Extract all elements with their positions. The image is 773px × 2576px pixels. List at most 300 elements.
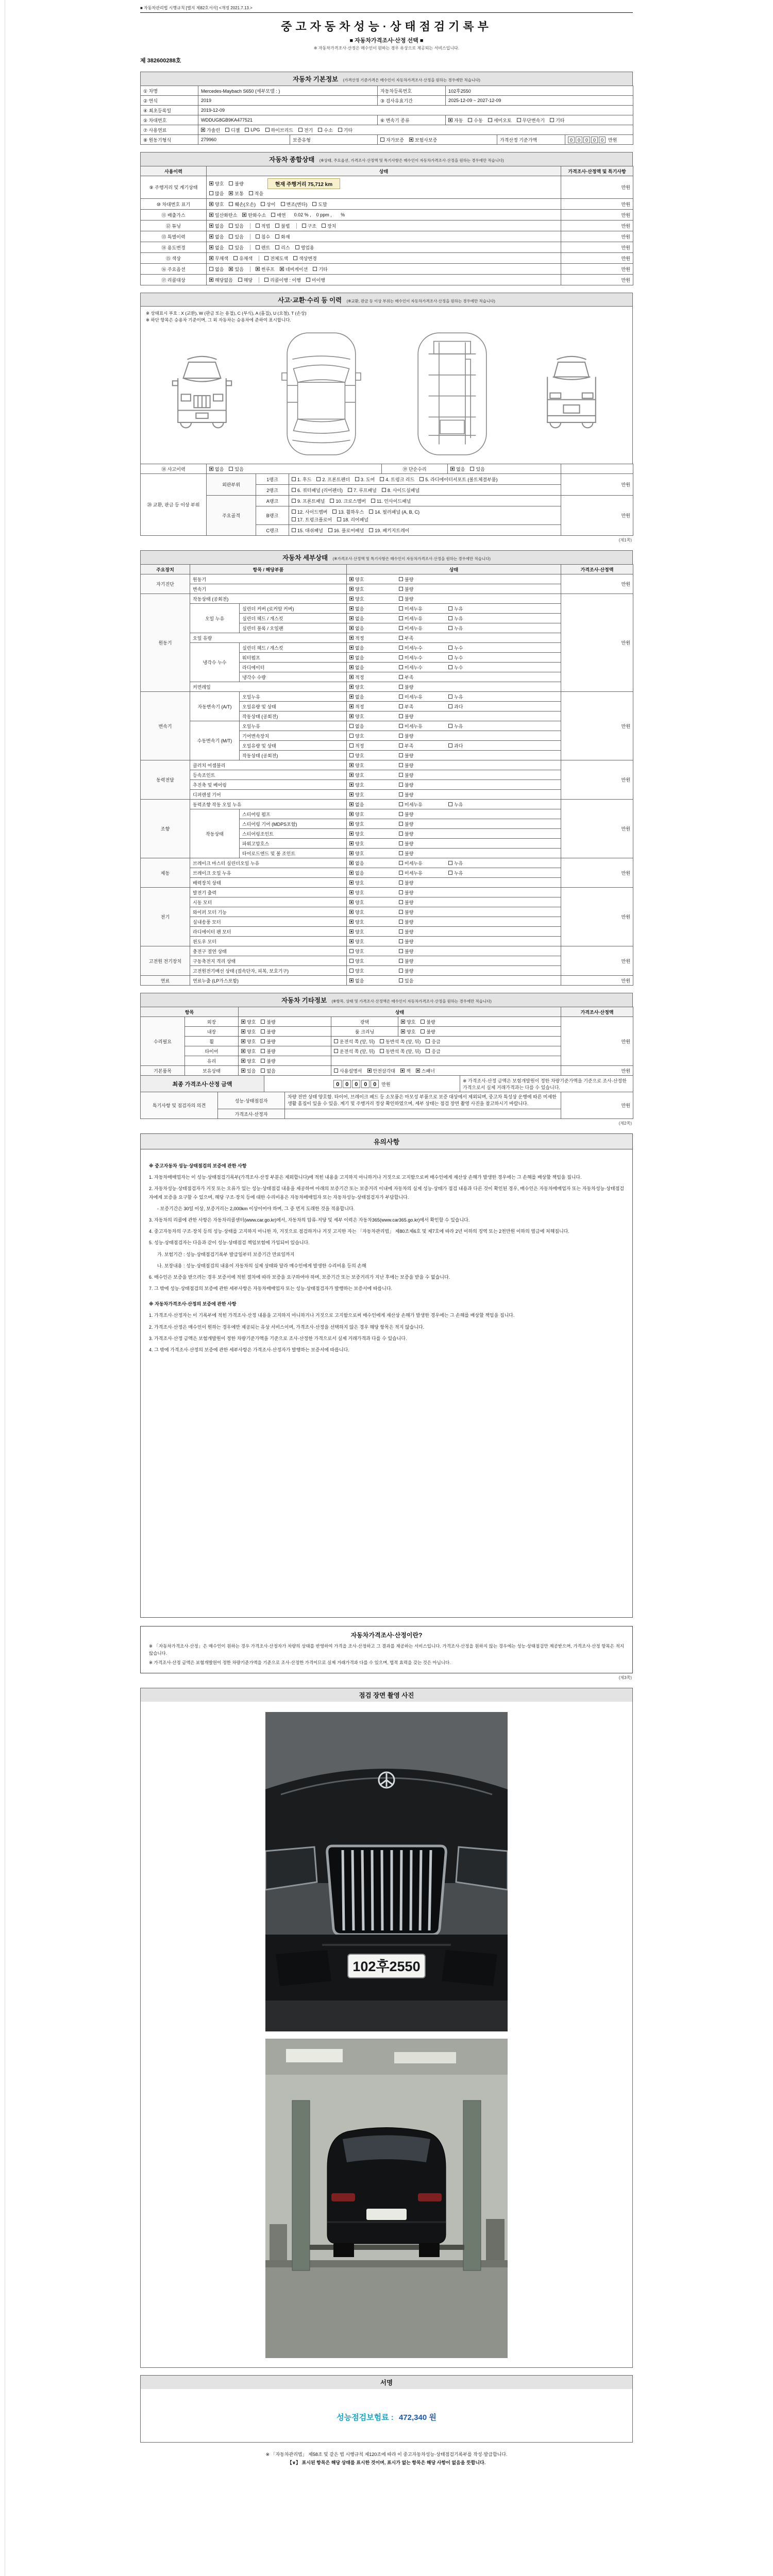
checkbox-item[interactable] — [312, 201, 327, 208]
checkbox-item[interactable] — [209, 266, 224, 273]
notice-item: 1. 가격조사·산정자는 이 기록부에 적힌 가격조사·산정 내용을 고지하지 아니하거나 거짓으로 고지함으로써 매수인에게 재산상 손해가 발생한 경우에는 그 손해를 배상할 책임을 집니다. — [149, 1313, 515, 1318]
checkbox-item[interactable] — [399, 840, 448, 847]
checkbox-label: 양호 — [355, 753, 364, 758]
checkbox-item[interactable] — [209, 212, 237, 218]
checkbox-item[interactable] — [256, 244, 270, 251]
checkbox-item[interactable] — [209, 255, 228, 262]
checkbox-item[interactable] — [349, 605, 399, 612]
checkbox-item[interactable] — [349, 811, 399, 818]
checkbox-item[interactable] — [261, 201, 275, 208]
checkbox-item[interactable] — [241, 1019, 256, 1025]
checkbox-unchecked-icon — [399, 675, 403, 679]
checkbox-item[interactable] — [399, 928, 448, 935]
item-name: 스티어링 펌프 — [240, 809, 347, 819]
checkbox-item[interactable] — [399, 635, 448, 641]
checkbox-item[interactable] — [448, 625, 498, 632]
checkbox-item[interactable] — [265, 127, 293, 133]
checkbox-item[interactable] — [316, 476, 349, 483]
checkbox-item[interactable] — [448, 801, 498, 808]
checkbox-item[interactable] — [399, 742, 448, 749]
checkbox-item[interactable] — [271, 212, 285, 218]
checkbox-item[interactable] — [448, 615, 498, 622]
checkbox-item[interactable] — [229, 201, 256, 208]
checkbox-label: 양호 — [355, 968, 364, 974]
checkbox-item[interactable] — [349, 899, 399, 906]
checkbox-item[interactable] — [349, 645, 399, 651]
checkbox-item[interactable] — [256, 233, 270, 240]
detail-row — [141, 937, 633, 946]
checkbox-unchecked-icon — [256, 234, 260, 239]
checkbox-item[interactable] — [409, 137, 437, 143]
usage-history-label: ⑬ 특별이력 — [141, 231, 207, 242]
checkbox-item[interactable] — [399, 723, 448, 730]
checkbox-item[interactable] — [337, 516, 368, 523]
checkbox-item[interactable] — [399, 831, 448, 837]
checkbox-item[interactable] — [349, 958, 399, 964]
checkbox-item[interactable] — [275, 244, 290, 251]
checkbox-label: 불량 — [405, 684, 414, 690]
checkbox-checked-icon — [349, 822, 354, 826]
checkbox-item[interactable] — [399, 889, 448, 896]
checkbox-item[interactable] — [332, 509, 364, 515]
checkbox-item[interactable] — [349, 752, 399, 759]
detail-row — [141, 721, 633, 731]
checkbox-item[interactable] — [450, 466, 465, 472]
checkbox-item[interactable] — [264, 255, 288, 262]
checkbox-checked-icon — [349, 763, 354, 767]
checkbox-item[interactable] — [349, 928, 399, 935]
checkbox-item[interactable] — [238, 277, 253, 283]
checkbox-item[interactable] — [369, 527, 409, 534]
checkbox-item[interactable] — [349, 840, 399, 847]
checkbox-unchecked-icon — [238, 278, 242, 282]
checkbox-item[interactable] — [399, 605, 448, 612]
checkbox-item[interactable] — [292, 487, 343, 494]
checkbox-group — [209, 233, 249, 240]
checkbox-label: 14. 필러패널 (A, B, C) — [375, 509, 420, 515]
checkbox-unchecked-icon — [265, 128, 270, 132]
checkbox-item[interactable] — [349, 625, 399, 632]
checkbox-item[interactable] — [261, 1058, 275, 1064]
checkbox-item[interactable] — [349, 635, 399, 641]
checkbox-unchecked-icon — [355, 477, 359, 481]
checkbox-group — [349, 909, 448, 916]
checkbox-label: 불량 — [426, 1019, 435, 1025]
item-name: 워터펌프 — [240, 653, 347, 663]
checkbox-item[interactable] — [229, 233, 243, 240]
price-cell: 만원 — [561, 231, 633, 242]
checkbox-group — [349, 801, 498, 808]
checkbox-item[interactable] — [399, 615, 448, 622]
checkbox-item[interactable] — [261, 1028, 275, 1035]
checkbox-item[interactable] — [349, 762, 399, 769]
checkbox-item[interactable] — [349, 596, 399, 602]
checkbox-item[interactable] — [399, 919, 448, 925]
checkbox-item[interactable] — [448, 723, 498, 730]
checkbox-item[interactable] — [292, 516, 332, 523]
checkbox-item[interactable] — [349, 674, 399, 681]
form-reference-note: ■ 자동차관리법 시행규칙 [별지 제82호서식] <개정 2021.7.13.> — [140, 6, 253, 10]
checkbox-item[interactable] — [448, 605, 498, 612]
checkbox-item[interactable] — [229, 180, 243, 187]
checkbox-item[interactable] — [399, 938, 448, 945]
checkbox-item[interactable] — [399, 909, 448, 916]
checkbox-unchecked-icon — [334, 1039, 338, 1043]
checkbox-item[interactable] — [298, 127, 313, 133]
checkbox-item[interactable] — [421, 1028, 435, 1035]
checkbox-item[interactable] — [380, 1038, 421, 1045]
checkbox-item[interactable] — [302, 223, 316, 229]
checkbox-item[interactable] — [295, 244, 314, 251]
checkbox-label: 양호 — [355, 821, 364, 827]
overall-condition-table — [140, 166, 633, 285]
checkbox-item[interactable] — [399, 899, 448, 906]
checkbox-item[interactable] — [229, 266, 243, 273]
item-states — [347, 780, 561, 790]
detail-row — [141, 946, 633, 956]
checkbox-item[interactable] — [241, 1038, 256, 1045]
state-line — [209, 200, 558, 208]
device-name: 자기진단 — [141, 574, 190, 594]
checkbox-group — [349, 762, 448, 769]
checkbox-unchecked-icon — [399, 822, 403, 826]
checkbox-item[interactable] — [399, 811, 448, 818]
checkbox-item[interactable] — [241, 1067, 256, 1074]
checkbox-item[interactable] — [225, 127, 240, 133]
checkbox-item[interactable] — [399, 782, 448, 788]
checkbox-item[interactable] — [399, 977, 448, 984]
checkbox-item[interactable] — [280, 266, 308, 273]
checkbox-label: 탄화수소 — [248, 212, 266, 218]
checkbox-item[interactable] — [261, 1019, 275, 1025]
checkbox-group — [349, 635, 448, 641]
checkbox-label: 수소 — [324, 127, 333, 133]
checkbox-item[interactable] — [399, 752, 448, 759]
checkbox-item[interactable] — [349, 938, 399, 945]
column-price-remarks: 가격조사·산정액 및 특기사항 — [561, 166, 633, 176]
checkbox-item[interactable] — [334, 1048, 375, 1055]
checkbox-label: 해당 — [243, 277, 253, 283]
checkbox-label: 없음 — [355, 860, 364, 866]
checkbox-item[interactable] — [399, 860, 448, 867]
checkbox-group — [349, 977, 448, 984]
checkbox-item[interactable] — [349, 723, 399, 730]
detail-row — [141, 956, 633, 966]
field-label-fuel: ⑦ 사용연료 — [141, 125, 198, 135]
checkbox-item[interactable] — [209, 244, 224, 251]
checkbox-item[interactable] — [349, 772, 399, 778]
checkbox-item[interactable] — [517, 117, 545, 124]
checkbox-item[interactable] — [399, 870, 448, 876]
checkbox-item[interactable] — [229, 223, 243, 229]
checkbox-item[interactable] — [401, 1019, 415, 1025]
checkbox-label: 적법 — [261, 223, 271, 229]
checkbox-unchecked-icon — [399, 871, 403, 875]
checkbox-item[interactable] — [448, 117, 463, 124]
checkbox-item[interactable] — [349, 977, 399, 984]
checkbox-item[interactable] — [349, 664, 399, 671]
checkbox-item[interactable] — [245, 127, 260, 132]
checkbox-item[interactable] — [349, 654, 399, 661]
checkbox-unchecked-icon — [380, 138, 384, 142]
detail-row — [141, 917, 633, 927]
checkbox-checked-icon — [349, 900, 354, 904]
checkbox-item[interactable] — [399, 625, 448, 632]
checkbox-item[interactable] — [448, 645, 498, 651]
checkbox-group — [302, 223, 342, 229]
checkbox-item[interactable] — [369, 509, 419, 515]
checkbox-item[interactable] — [330, 498, 365, 504]
checkbox-item[interactable] — [349, 742, 399, 749]
checkbox-item[interactable] — [261, 1067, 275, 1074]
checkbox-item[interactable] — [470, 466, 484, 472]
checkbox-label: 양호 — [355, 596, 364, 602]
checkbox-item[interactable] — [349, 919, 399, 925]
checkbox-item[interactable] — [209, 223, 224, 229]
checkbox-item[interactable] — [201, 127, 220, 133]
checkbox-item[interactable] — [550, 117, 564, 124]
checkbox-item[interactable] — [209, 190, 224, 197]
checkbox-item[interactable] — [349, 615, 399, 622]
checkbox-item[interactable] — [249, 190, 263, 197]
checkbox-item[interactable] — [399, 948, 448, 955]
checkbox-group — [349, 576, 448, 583]
checkbox-unchecked-icon — [348, 488, 352, 492]
checkbox-item[interactable] — [292, 498, 325, 504]
checkbox-item[interactable] — [261, 1038, 275, 1045]
checkbox-item[interactable] — [367, 1067, 395, 1074]
checkbox-label: 미세누유 — [405, 694, 423, 700]
checkbox-item[interactable] — [380, 137, 404, 143]
checkbox-item[interactable] — [349, 782, 399, 788]
checkbox-label: 15. 대쉬패널 — [297, 528, 323, 533]
checkbox-unchecked-icon — [380, 477, 384, 481]
checkbox-item[interactable] — [349, 713, 399, 720]
checkbox-item[interactable] — [349, 831, 399, 837]
checkbox-item[interactable] — [399, 713, 448, 720]
checkbox-checked-icon — [349, 841, 354, 845]
checkbox-item[interactable] — [349, 801, 399, 808]
final-price-label: 최종 가격조사·산정 금액 — [141, 1076, 264, 1092]
item-states — [347, 584, 561, 594]
checkbox-item[interactable] — [328, 527, 364, 534]
checkbox-unchecked-icon — [399, 597, 403, 601]
checkbox-item[interactable] — [401, 1028, 415, 1035]
checkbox-item[interactable] — [349, 733, 399, 739]
checkbox-item[interactable] — [416, 1067, 435, 1074]
checkbox-item[interactable] — [349, 791, 399, 798]
checkbox-item[interactable] — [448, 742, 498, 749]
checkbox-item[interactable] — [399, 703, 448, 710]
checkbox-item[interactable] — [241, 1048, 256, 1055]
checkbox-item[interactable] — [292, 527, 323, 534]
checkbox-item[interactable] — [281, 201, 308, 208]
checkbox-label: 10. 크로스멤버 — [335, 498, 366, 504]
item-states — [347, 672, 561, 682]
device-name: 고전원 전기장치 — [141, 946, 190, 976]
checkbox-item[interactable] — [306, 277, 325, 283]
usage-history-states — [207, 253, 561, 264]
checkbox-item[interactable] — [209, 201, 224, 208]
checkbox-group — [349, 958, 448, 964]
checkbox-item[interactable] — [264, 277, 301, 283]
checkbox-item[interactable] — [229, 466, 243, 472]
checkbox-item[interactable] — [275, 223, 290, 229]
checkbox-item[interactable] — [349, 586, 399, 592]
checkbox-unchecked-icon — [448, 871, 452, 875]
checkbox-item[interactable] — [399, 821, 448, 827]
checkbox-item[interactable] — [292, 509, 327, 515]
detail-row — [141, 878, 633, 888]
vehicle-diagrams — [146, 324, 627, 462]
checkbox-item[interactable] — [382, 487, 419, 494]
checkbox-item[interactable] — [355, 476, 375, 483]
checkbox-item[interactable] — [256, 266, 275, 273]
checkbox-item[interactable] — [399, 968, 448, 974]
checkbox-item[interactable] — [399, 596, 448, 602]
notice-section — [140, 1133, 633, 1618]
checkbox-item[interactable] — [209, 180, 224, 187]
checkbox-item[interactable] — [313, 266, 327, 273]
checkbox-item[interactable] — [399, 762, 448, 769]
usage-history-states — [207, 264, 561, 275]
checkbox-unchecked-icon — [399, 959, 403, 963]
checkbox-label: 불량 — [234, 181, 244, 187]
checkbox-item[interactable] — [293, 255, 317, 262]
item-name: 와이퍼 모터 기능 — [190, 907, 347, 917]
checkbox-group — [241, 1028, 281, 1035]
checkbox-item[interactable] — [399, 879, 448, 886]
checkbox-item[interactable] — [426, 1038, 440, 1045]
checkbox-item[interactable] — [349, 909, 399, 916]
checkbox-item[interactable] — [349, 684, 399, 690]
checkbox-item[interactable] — [349, 850, 399, 857]
checkbox-item[interactable] — [448, 693, 498, 700]
item-name: 추진축 및 베어링 — [190, 780, 347, 790]
checkbox-label: 있음 — [234, 223, 244, 229]
checkbox-item[interactable] — [349, 576, 399, 583]
checkbox-item[interactable] — [229, 244, 243, 251]
checkbox-item[interactable] — [399, 733, 448, 739]
checkbox-item[interactable] — [241, 1058, 256, 1064]
checkbox-item[interactable] — [338, 127, 352, 133]
checkbox-item[interactable] — [399, 801, 448, 808]
checkbox-item[interactable] — [318, 127, 332, 133]
checkbox-group — [209, 223, 249, 229]
checkbox-item[interactable] — [399, 645, 448, 651]
checkbox-item[interactable] — [349, 968, 399, 974]
checkbox-item[interactable] — [348, 487, 377, 494]
checkbox-item[interactable] — [334, 1038, 375, 1045]
field-label-model-year: ② 연식 — [141, 96, 198, 106]
checkbox-item[interactable] — [349, 879, 399, 886]
checkbox-item[interactable] — [399, 684, 448, 690]
checkbox-checked-icon — [209, 278, 213, 282]
checkbox-item[interactable] — [380, 1048, 421, 1055]
checkbox-item[interactable] — [399, 664, 448, 671]
checkbox-item[interactable] — [233, 255, 253, 262]
item-states — [347, 751, 561, 760]
checkbox-item[interactable] — [448, 654, 498, 661]
checkbox-label: 6. 쿼터패널 (리어펜더) — [297, 487, 343, 493]
checkbox-item[interactable] — [242, 212, 266, 218]
etc-item-states — [398, 1027, 561, 1037]
checkbox-item[interactable] — [426, 1048, 440, 1055]
checkbox-label: 썬루프 — [261, 266, 275, 272]
document-subtitle: ■ 자동차가격조사·산정 선택 ■ — [349, 38, 424, 44]
checkbox-item[interactable] — [399, 772, 448, 778]
checkbox-unchecked-icon — [382, 488, 386, 492]
checkbox-item[interactable] — [448, 664, 498, 671]
checkbox-item[interactable] — [399, 586, 448, 592]
checkbox-item[interactable] — [209, 233, 224, 240]
checkbox-item[interactable] — [380, 476, 414, 483]
checkbox-unchecked-icon — [313, 267, 317, 271]
checkbox-item[interactable] — [349, 703, 399, 710]
checkbox-label: 양호 — [355, 811, 364, 817]
checkbox-item[interactable] — [488, 117, 512, 124]
checkbox-label: 누수 — [454, 665, 463, 670]
item-subgroup: 수동변속기 (M/T) — [190, 721, 240, 760]
checkbox-item[interactable] — [400, 1067, 411, 1074]
price-definition-text: ※ 「자동차가격조사·산정」은 매수인이 원하는 경우 가격조사·산정자가 차량의 상태를 반영하여 가격을 조사·산정하고 그 결과를 제공하는 서비스입니다. 가격조사·산정을 원하지 않는 경우에는 성능·상태점검만 제공받으며, 가격조사·산정 항목은 적지 않습니다. — [149, 1643, 624, 1656]
checkbox-item[interactable] — [399, 850, 448, 857]
checkbox-checked-icon — [349, 929, 354, 934]
checkbox-item[interactable] — [292, 476, 311, 483]
checkbox-item[interactable] — [468, 117, 482, 124]
checkbox-item[interactable] — [322, 223, 336, 229]
checkbox-item[interactable] — [399, 693, 448, 700]
checkbox-item[interactable] — [209, 466, 224, 472]
checkbox-item[interactable] — [349, 821, 399, 827]
checkbox-item[interactable] — [399, 674, 448, 681]
checkbox-item[interactable] — [334, 1067, 362, 1074]
checkbox-item[interactable] — [209, 277, 233, 283]
checkbox-item[interactable] — [371, 498, 411, 504]
checkbox-item[interactable] — [275, 233, 290, 240]
checkbox-item[interactable] — [229, 190, 243, 197]
item-states — [347, 829, 561, 839]
checkbox-item[interactable] — [256, 223, 270, 229]
checkbox-item[interactable] — [241, 1028, 256, 1035]
checkbox-item[interactable] — [399, 958, 448, 964]
checkbox-item[interactable] — [448, 870, 498, 876]
checkbox-item[interactable] — [419, 476, 497, 483]
checkbox-item[interactable] — [421, 1019, 435, 1025]
checkbox-item[interactable] — [399, 791, 448, 798]
checkbox-item[interactable] — [349, 948, 399, 955]
checkbox-item[interactable] — [349, 693, 399, 700]
checkbox-item[interactable] — [261, 1048, 275, 1055]
state-line — [209, 255, 558, 262]
checkbox-item[interactable] — [448, 703, 498, 710]
checkbox-item[interactable] — [349, 889, 399, 896]
accident-diagram-box — [140, 306, 633, 464]
checkbox-unchecked-icon — [399, 949, 403, 953]
checkbox-item[interactable] — [399, 654, 448, 661]
checkbox-unchecked-icon — [264, 278, 268, 282]
checkbox-item[interactable] — [399, 576, 448, 583]
checkbox-item[interactable] — [349, 870, 399, 876]
usage-history-label: ⑫ 튜닝 — [141, 221, 207, 231]
checkbox-checked-icon — [241, 1059, 245, 1063]
checkbox-label: 동반석 쪽 (앞, 뒤) — [385, 1039, 421, 1044]
checkbox-unchecked-icon — [399, 626, 403, 630]
overall-row — [141, 242, 633, 253]
checkbox-item[interactable] — [448, 860, 498, 867]
checkbox-item[interactable] — [349, 860, 399, 867]
detail-row — [141, 692, 633, 702]
